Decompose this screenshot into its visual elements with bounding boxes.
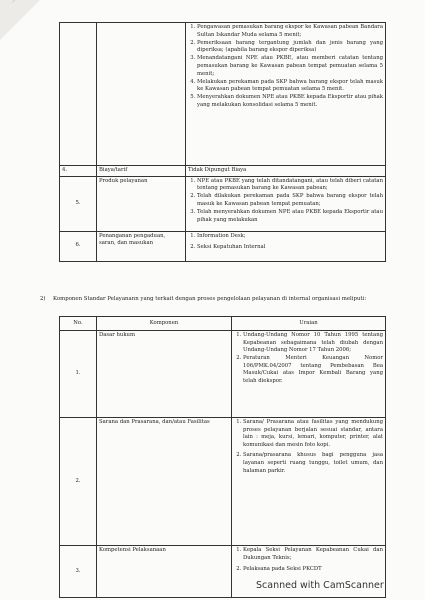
table-row (60, 418, 386, 546)
procedure-step: 1. Pengawasan pemasukan barang ekspor ke Kawasan pabean Bandara Sultan Iskandar Muda selama 5 menit; (197, 24, 383, 39)
description-cell (232, 331, 386, 418)
procedure-cell (186, 23, 386, 166)
table-row (60, 176, 386, 231)
component-cell (97, 23, 186, 166)
product-item: 1. NPE atau PKBE yang telah ditandatangani, atau telah diberi catatan tentang pemasukan barang ke Kawasan pabean; (197, 178, 383, 193)
component-label: Penanganan pengaduan, saran, dan masukan (97, 231, 186, 261)
cost-value: Tidak Dipungut Biaya (186, 166, 386, 177)
service-standard-table (59, 22, 386, 262)
note-number: 2) (40, 296, 46, 302)
table-row (60, 23, 386, 166)
internal-component-table (59, 316, 386, 598)
row-number-cell (60, 23, 97, 166)
row-number: 1. (60, 331, 97, 418)
complaint-item: 1. Information Desk; (197, 233, 383, 241)
description-item: 1. Kepala Seksi Pelayanan Kepabeanan Cukai dan Dukungan Teknis; (243, 547, 383, 562)
component-label: Sarana dan Prasarana, dan/atau Fasilitas (97, 418, 232, 546)
procedure-step: 4. Melakukan perekaman pada SKP bahwa barang ekspor telah masuk ke Kawasan pabean tempat pemuatan selama 5 menit. (197, 79, 383, 94)
procedure-step: 2. Pemeriksaan barang tergantung jumlah dan jenis barang yang diperiksa; (apabila barang ekspor diperiksa) (197, 40, 383, 55)
table-header-row (60, 317, 386, 331)
product-item: 2. Telah dilakukan perekaman pada SKP bahwa barang ekspor telah masuk ke Kawasan pabean tempat pemuatan; (197, 193, 383, 208)
row-number: 5. (60, 176, 97, 231)
folded-corner (0, 0, 40, 40)
table-row (60, 331, 386, 418)
product-item: 3. Telah menyerahkan dokumen NPE atau PKBE kepada Eksportir atau pihak yang melakukan (197, 209, 383, 224)
row-number: 4. (60, 166, 97, 177)
scanner-watermark: Scanned with CamScanner (256, 580, 384, 591)
description-item: 1. Sarana/ Prasarana atau fasilitas yang mendukung proses pelayanan berjalan sesuai standar, antara lain : meja, kursi, lemari, komputer, printer, alat komunikasi dan mesin foto kopi. (243, 419, 383, 449)
procedure-step: 5. Menyerahkan dokumen NPE atau PKBE kepada Eksportir atau pihak yang melakukan konsolidasi selama 5 menit. (197, 94, 383, 109)
description-item: 1. Undang-Undang Nomor 10 Tahun 1995 tentang Kepabeanan sebagaimana telah diubah dengan Undang-Undang Nomor 17 Tahun 2006; (243, 332, 383, 355)
header-komponen: Komponen (97, 317, 232, 331)
header-no: No. (60, 317, 97, 331)
description-item: 2. Pelaksana pada Seksi PKCDT (243, 566, 383, 574)
component-label: Kompetensi Pelaksanaan (97, 546, 232, 598)
note-text: Komponen Standar Pelayanann yang terkait dengan proses pengelolaan pelayanan di internal organisasi meliputi: (53, 296, 367, 302)
product-cell (186, 176, 386, 231)
description-cell (232, 418, 386, 546)
component-label: Biaya/tarif (97, 166, 186, 177)
table-row (60, 166, 386, 177)
table-row (60, 231, 386, 261)
description-item: 2. Sarana/prasarana khusus bagi pengguna jasa layanan seperti ruang tunggu, toilet umum, dan halaman parkir. (243, 452, 383, 475)
complaint-item: 2. Seksi Kepatuhan Internal (197, 244, 383, 252)
component-label: Produk pelayanan (97, 176, 186, 231)
complaint-cell (186, 231, 386, 261)
header-uraian: Uraian (232, 317, 386, 331)
row-number: 3. (60, 546, 97, 598)
description-item: 2. Peraturan Menteri Keuangan Nomor 106/PMK.04/2007 tentang Pembebasan Bea Masuk/Cukai atas Impor Kembali Barang yang telah diekspor. (243, 355, 383, 385)
row-number: 6. (60, 231, 97, 261)
component-label: Dasar hukum (97, 331, 232, 418)
procedure-step: 3. Menandatangani NPE atau PKBE, atau memberi catatan tentang pemasukan barang ke Kawasan pabean tempat pemuatan selama 5 menit; (197, 55, 383, 78)
row-number: 2. (60, 418, 97, 546)
